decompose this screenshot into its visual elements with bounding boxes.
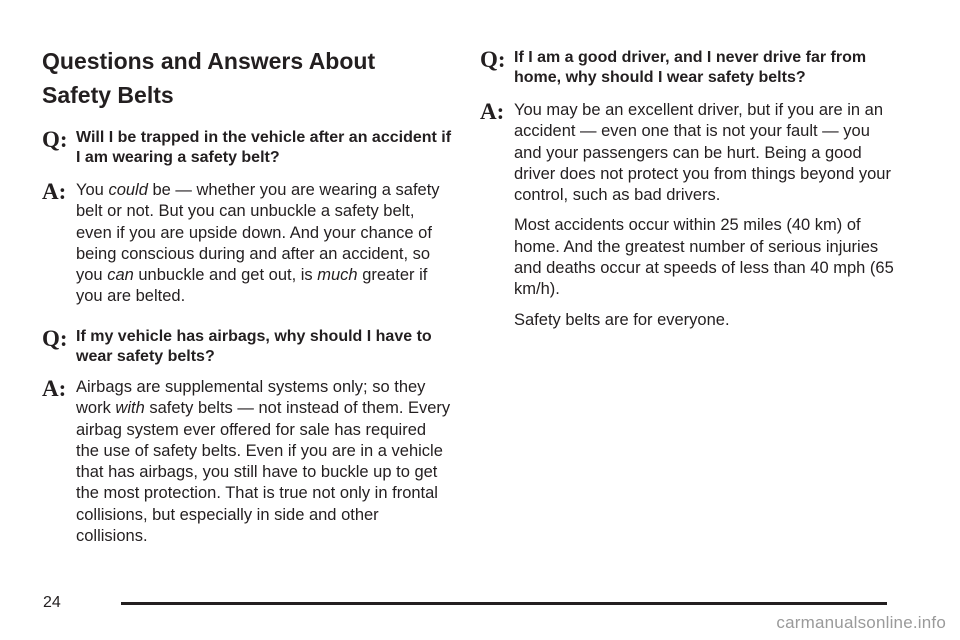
question-block-1: [42, 128, 452, 168]
a-letter: A:: [480, 99, 505, 124]
question-text: If my vehicle has airbags, why should I have to wear safety belts?: [76, 328, 432, 365]
watermark: carmanualsonline.info: [776, 613, 946, 632]
a-letter: A:: [42, 376, 67, 401]
q-letter: Q:: [42, 127, 68, 152]
question-block-3: [480, 48, 900, 88]
q-letter: Q:: [42, 326, 68, 351]
answer-block-1: [42, 180, 452, 308]
answer-paragraph: Safety belts are for everyone.: [514, 310, 730, 329]
question-text: Will I be trapped in the vehicle after an accident if I am wearing a safety belt?: [76, 129, 452, 166]
answer-block-2: [42, 377, 452, 547]
question-text: If I am a good driver, and I never drive far from home, why should I wear safety belts?: [514, 49, 867, 86]
answer-text: Airbags are supplemental systems only; so they work with safety belts — not instead of them. Every airbag system ever offered for sale has required the use of safety belts. Even if you are in a vehicle that has airbags, you still have to buckle up to get the most protection. That is true not only in frontal collisions, but especially in side and other collisions.: [76, 378, 451, 546]
answer-paragraph: Most accidents occur within 25 miles (40 km) of home. And the greatest number of serious injuries and deaths occur at speeds of less than 40 mph (65 km/h).: [514, 216, 894, 299]
answer-paragraph: You may be an excellent driver, but if you are in an accident — even one that is not your fault — you and your passengers can be hurt. Being a good driver does not protect you from things beyond your control, such as bad drivers.: [514, 101, 891, 205]
answer-text: [514, 100, 900, 331]
page-title: Questions and Answers About Safety Belts: [42, 48, 376, 108]
answer-block-3: [480, 100, 900, 331]
answer-text: You could be — whether you are wearing a safety belt or not. But you can unbuckle a safety belt, even if you are upside down. And your chance of being conscious during and after an accident, so you can unbuckle and get out, is much greater if you are belted.: [76, 181, 440, 306]
q-letter: Q:: [480, 47, 506, 72]
question-block-2: [42, 327, 452, 367]
footer-divider: [121, 602, 887, 605]
page-number: 24: [43, 594, 61, 611]
a-letter: A:: [42, 179, 67, 204]
